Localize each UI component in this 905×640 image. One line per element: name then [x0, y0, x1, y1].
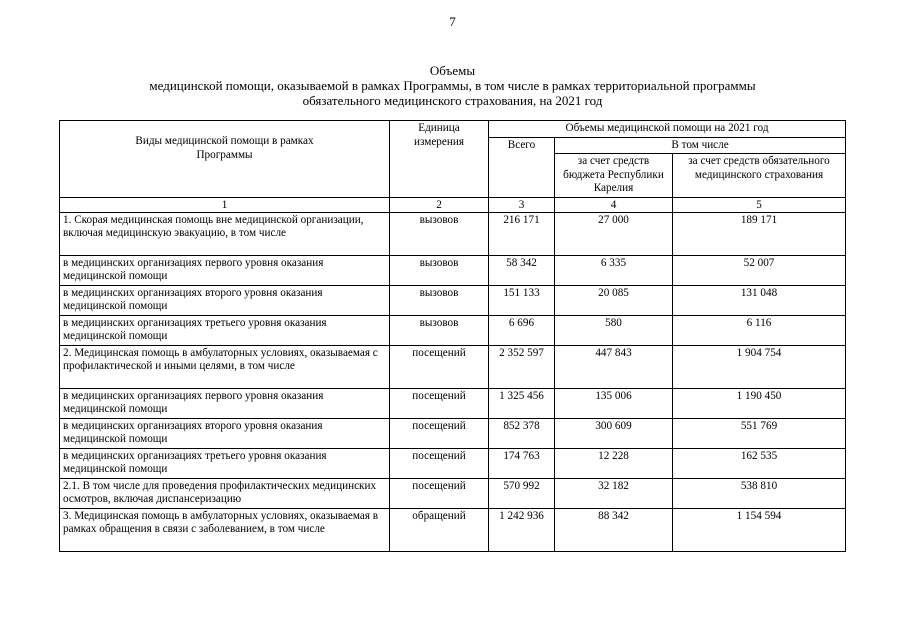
row-unit: посещений [390, 448, 489, 478]
table-row [60, 448, 846, 478]
row-oms: 1 190 450 [673, 388, 846, 418]
row-total: 852 378 [489, 418, 555, 448]
row-oms: 6 116 [673, 315, 846, 345]
row-total: 6 696 [489, 315, 555, 345]
row-budget: 6 335 [555, 255, 673, 285]
column-number: 1 [60, 197, 390, 212]
title-line-2: медицинской помощи, оказываемой в рамках Программы, в том числе в рамках территориальной программы [149, 78, 756, 93]
table-row [60, 388, 846, 418]
header-total: Всего [489, 137, 555, 197]
row-oms: 52 007 [673, 255, 846, 285]
header-row-1 [60, 121, 846, 138]
row-unit: вызовов [390, 285, 489, 315]
row-oms: 551 769 [673, 418, 846, 448]
table-row [60, 212, 846, 255]
header-unit: Единица измерения [390, 121, 489, 198]
column-number: 3 [489, 197, 555, 212]
row-budget: 12 228 [555, 448, 673, 478]
row-budget: 300 609 [555, 418, 673, 448]
header-types: Виды медицинской помощи в рамках Программы [60, 121, 390, 198]
row-total: 1 325 456 [489, 388, 555, 418]
row-total: 58 342 [489, 255, 555, 285]
row-name: в медицинских организациях первого уровня оказания медицинской помощи [60, 388, 390, 418]
table-row [60, 255, 846, 285]
column-number-row [60, 197, 846, 212]
header-volumes: Объемы медицинской помощи на 2021 год [489, 121, 846, 138]
row-budget: 580 [555, 315, 673, 345]
row-unit: посещений [390, 418, 489, 448]
header-budget: за счет средств бюджета Республики Карелия [555, 154, 673, 198]
row-unit: посещений [390, 388, 489, 418]
header-oms: за счет средств обязательного медицинского страхования [673, 154, 846, 198]
column-number: 2 [390, 197, 489, 212]
table-row [60, 315, 846, 345]
row-oms: 189 171 [673, 212, 846, 255]
table-row [60, 508, 846, 551]
row-budget: 20 085 [555, 285, 673, 315]
row-name: 2. Медицинская помощь в амбулаторных условиях, оказываемая с профилактической и иными целями, в том числе [60, 345, 390, 388]
title-line-1: Объемы [429, 63, 476, 78]
row-total: 216 171 [489, 212, 555, 255]
row-name: в медицинских организациях третьего уровня оказания медицинской помощи [60, 315, 390, 345]
header-including: В том числе [555, 137, 846, 154]
row-name: в медицинских организациях первого уровня оказания медицинской помощи [60, 255, 390, 285]
row-unit: посещений [390, 345, 489, 388]
row-unit: обращений [390, 508, 489, 551]
row-unit: вызовов [390, 315, 489, 345]
row-unit: вызовов [390, 212, 489, 255]
row-oms: 1 154 594 [673, 508, 846, 551]
row-name: в медицинских организациях второго уровня оказания медицинской помощи [60, 285, 390, 315]
row-oms: 1 904 754 [673, 345, 846, 388]
table-row [60, 418, 846, 448]
row-budget: 88 342 [555, 508, 673, 551]
table-row [60, 285, 846, 315]
volumes-table [59, 120, 846, 552]
row-name: 2.1. В том числе для проведения профилактических медицинских осмотров, включая диспансеризацию [60, 478, 390, 508]
row-total: 570 992 [489, 478, 555, 508]
column-number: 4 [555, 197, 673, 212]
page-number: 7 [449, 14, 456, 29]
row-name: в медицинских организациях третьего уровня оказания медицинской помощи [60, 448, 390, 478]
row-name: 1. Скорая медицинская помощь вне медицинской организации, включая медицинскую эвакуацию, в том числе [60, 212, 390, 255]
row-budget: 32 182 [555, 478, 673, 508]
row-total: 1 242 936 [489, 508, 555, 551]
document-title [0, 63, 905, 108]
row-oms: 162 535 [673, 448, 846, 478]
table-row [60, 345, 846, 388]
table-row [60, 478, 846, 508]
row-budget: 27 000 [555, 212, 673, 255]
row-oms: 538 810 [673, 478, 846, 508]
row-budget: 447 843 [555, 345, 673, 388]
row-name: 3. Медицинская помощь в амбулаторных условиях, оказываемая в рамках обращения в связи с заболеванием, в том числе [60, 508, 390, 551]
column-number: 5 [673, 197, 846, 212]
row-total: 2 352 597 [489, 345, 555, 388]
row-budget: 135 006 [555, 388, 673, 418]
title-line-3: обязательного медицинского страхования, на 2021 год [302, 93, 603, 108]
row-total: 151 133 [489, 285, 555, 315]
row-name: в медицинских организациях второго уровня оказания медицинской помощи [60, 418, 390, 448]
row-unit: посещений [390, 478, 489, 508]
row-unit: вызовов [390, 255, 489, 285]
row-total: 174 763 [489, 448, 555, 478]
row-oms: 131 048 [673, 285, 846, 315]
